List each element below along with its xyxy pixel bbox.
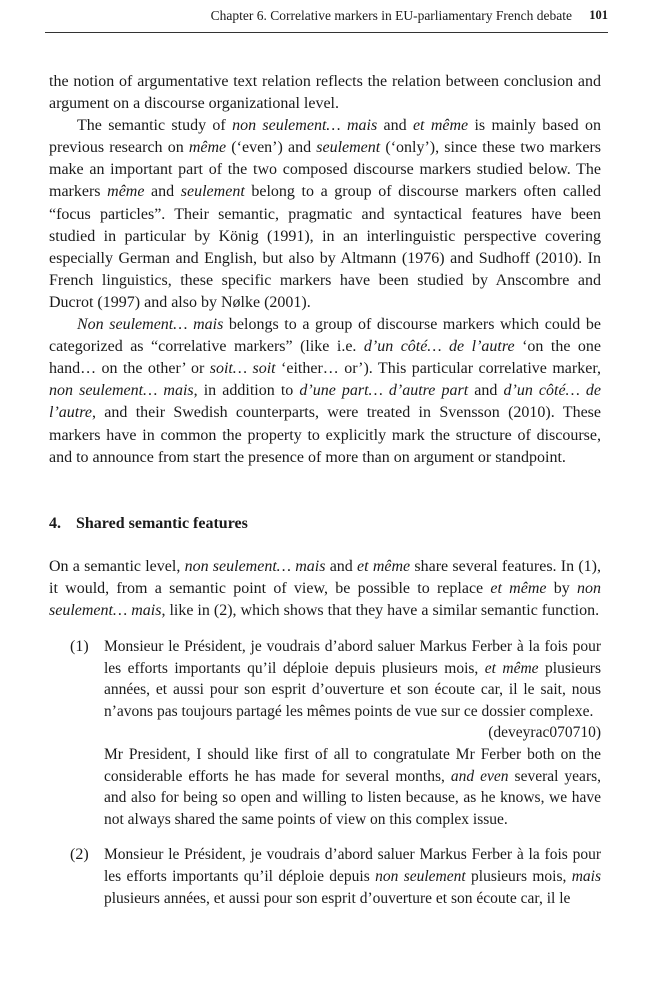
paragraph-correlative-markers: Non seulement… mais belongs to a group of discourse markers which could be categorized as “correlative markers” (like i.e. d’un côté… de l’autre ‘on the one hand… on the other’ or soit… soit ‘either… or’). This particular correlative marker, non seulement… mais, in addition to d’une part… d’autre part and d’un côté… de l’autre, and their Swedish counterparts, were treated in Svensson (2010). These markers have in common the property to explicitly mark the structure of discourse, and to announce from start the presence of more than on argument or standpoint.	[49, 316, 602, 466]
running-title: Chapter 6. Correlative markers in EU-parliamentary French debate	[210, 8, 572, 23]
example-source: (deveyrac070710)	[488, 724, 601, 742]
section-heading	[49, 513, 601, 535]
section-title: Shared semantic features	[76, 514, 248, 532]
page-number: 101	[589, 8, 608, 22]
running-head	[45, 6, 608, 33]
example-number: (1)	[70, 637, 89, 655]
section-number: 4.	[49, 514, 61, 532]
example-french-text: Monsieur le Président, je voudrais d’abord saluer Markus Ferber à la fois pour les efforts importants qu’il déploie depuis plusieurs mois, et même plusieurs années, et aussi pour son esprit d’ouverture et son écoute car, il le sait, nous n’avons pas toujours partagé les mêmes points de vue sur ce dossier complexe.	[104, 637, 601, 720]
example-number: (2)	[70, 846, 89, 864]
paragraph-semantic-study: The semantic study of non seulement… mais and et même is mainly based on previous research on même (‘even’) and seulement (‘only’), since these two markers make an important part of the two composed discourse markers studied below. The markers même and seulement belong to a group of discourse markers often called “focus particles”. Their semantic, pragmatic and syntactical features have been studied in particular by König (1991), in an interlinguistic perspective covering especially German and English, but also by Altmann (1976) and Sudhoff (2010). In French linguistics, these specific markers have been studied by Anscombre and Ducrot (1997) and also by Nølke (2001).	[49, 117, 602, 311]
example-2	[49, 844, 601, 909]
example-english-translation: Mr President, I should like first of all to congratulate Mr Ferber both on the considerable efforts he has made for several months, and even several years, and also for being so open and willing to listen because, as he knows, we have not always shared the same points of view on this complex issue.	[104, 745, 602, 828]
paragraph-semantic-level: On a semantic level, non seulement… mais and et même share several features. In (1), it would, from a semantic point of view, be possible to replace et même by non seulement… mais, like in (2), which shows that they have a similar semantic function.	[49, 557, 601, 619]
example-french-text: Monsieur le Président, je voudrais d’abord saluer Markus Ferber à la fois pour les efforts importants qu’il déploie depuis non seulement plusieurs mois, mais plusieurs années, et aussi pour son esprit d’ouverture et son écoute car, il le	[104, 846, 601, 907]
page-body	[49, 71, 601, 909]
paragraph-continuation: the notion of argumentative text relation reflects the relation between conclusion and argument on a discourse organizational level.	[49, 73, 601, 113]
example-1	[49, 636, 601, 830]
